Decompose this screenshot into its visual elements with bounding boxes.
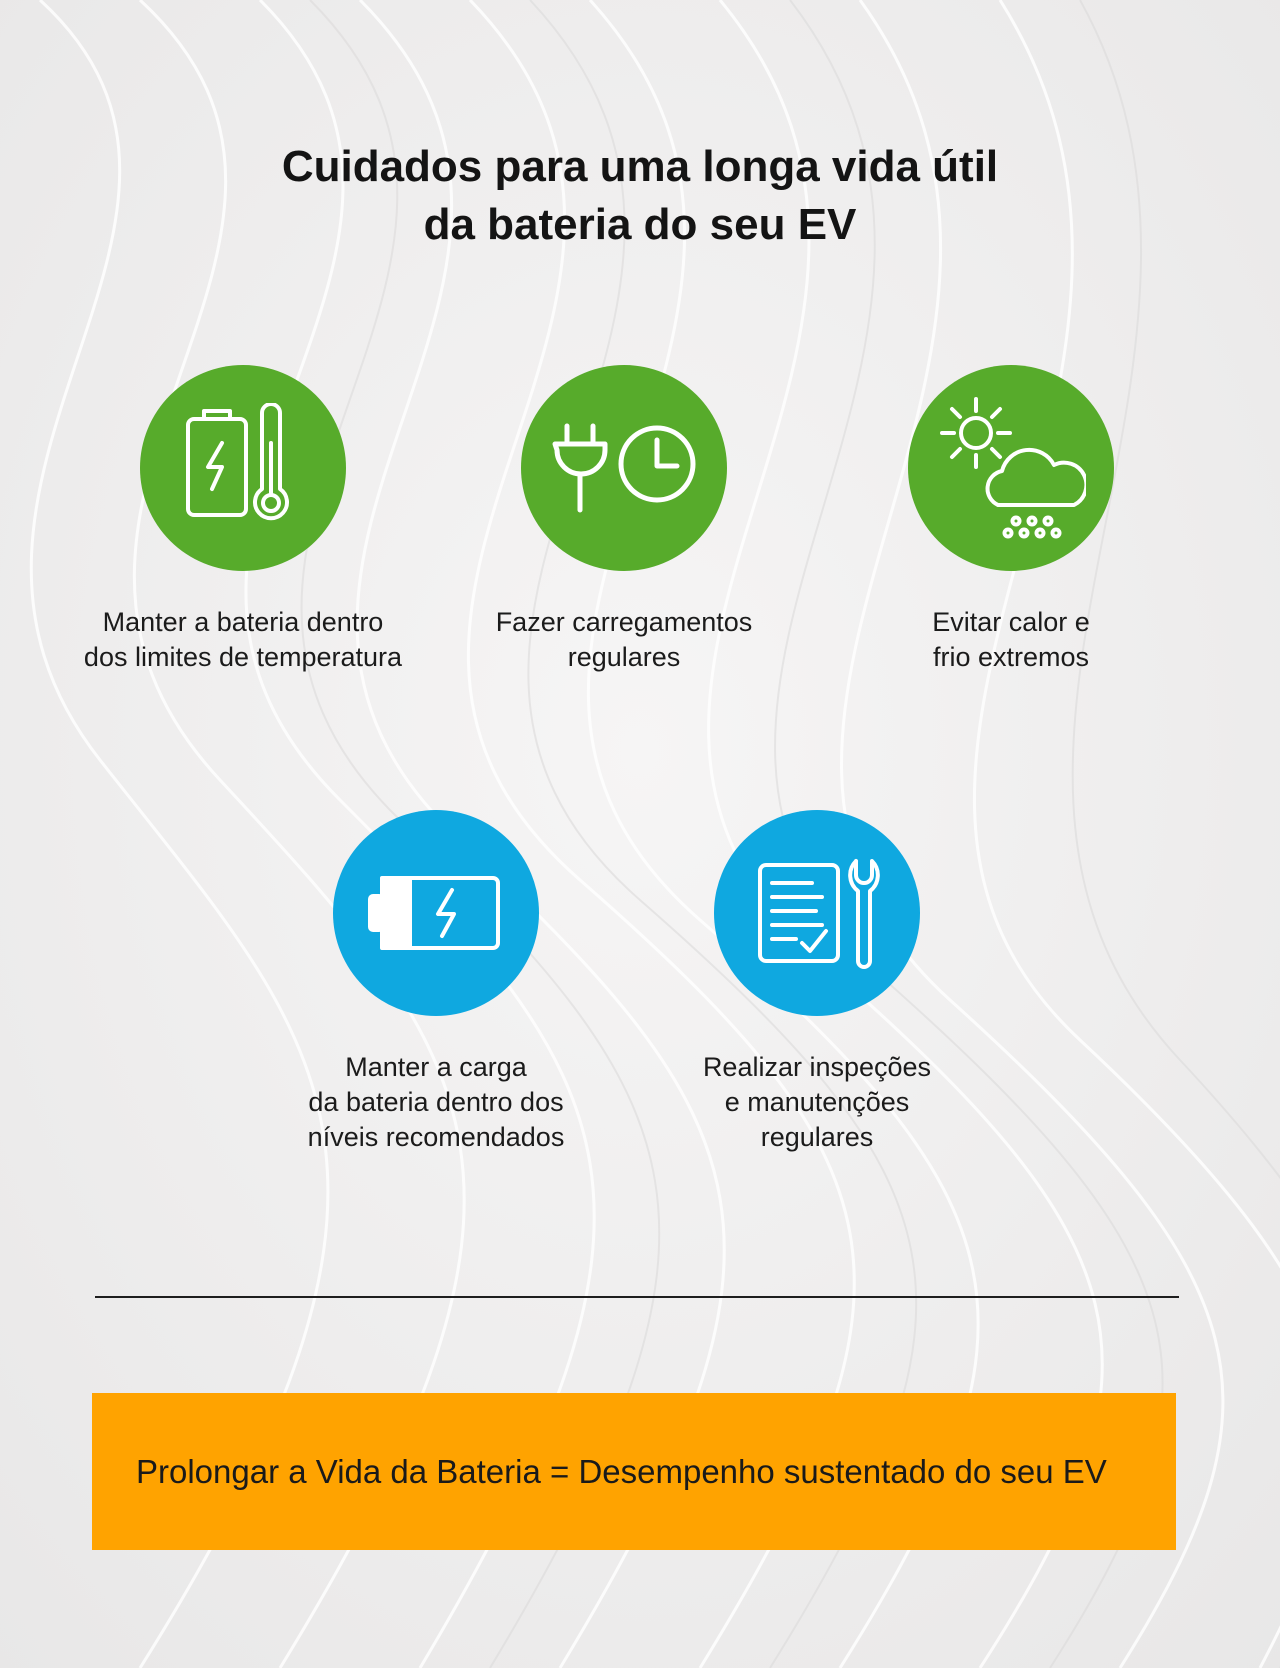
- plug-clock-icon: [549, 418, 699, 518]
- battery-charge-level-icon: [366, 868, 506, 958]
- battery-thermometer-icon: [178, 403, 308, 533]
- summary-banner: [92, 1393, 1176, 1550]
- tip-label: [33, 605, 453, 675]
- tip-label-line: da bateria dentro dos: [308, 1087, 564, 1117]
- tip-inspection: [607, 810, 1027, 1155]
- tip-label: [414, 605, 834, 675]
- tip-label: [607, 1050, 1027, 1155]
- tip-label-line: Manter a carga: [345, 1052, 527, 1082]
- tip-label-line: dos limites de temperatura: [83, 642, 403, 672]
- tip-label: [226, 1050, 646, 1155]
- checklist-wrench-icon: [752, 853, 882, 973]
- tip-label-line: Evitar calor e: [932, 607, 1090, 637]
- tip-label: [801, 605, 1221, 675]
- tip-circle: [333, 810, 539, 1016]
- tip-charging: [414, 365, 834, 675]
- tip-circle: [521, 365, 727, 571]
- summary-banner-text: Prolongar a Vida da Bateria = Desempenho sustentado do seu EV: [136, 1452, 1107, 1490]
- tip-label-line: e manutenções: [724, 1087, 910, 1117]
- tip-label-line: frio extremos: [932, 642, 1090, 672]
- tip-weather: [801, 365, 1221, 675]
- tip-charge-level: [226, 810, 646, 1155]
- tip-label-line: Realizar inspeções: [702, 1052, 932, 1082]
- sun-snow-cloud-icon: [936, 393, 1086, 543]
- page-title-line-1: Cuidados para uma longa vida útil: [281, 142, 999, 191]
- tip-label-line: regulares: [567, 642, 681, 672]
- page-title-line-2: da bateria do seu EV: [423, 200, 857, 249]
- tip-circle: [140, 365, 346, 571]
- divider: [95, 1296, 1179, 1298]
- tip-circle: [714, 810, 920, 1016]
- tip-label-line: Fazer carregamentos: [495, 607, 753, 637]
- tip-circle: [908, 365, 1114, 571]
- tip-temperature: [33, 365, 453, 675]
- tip-label-line: Manter a bateria dentro: [102, 607, 384, 637]
- tip-label-line: regulares: [760, 1122, 874, 1152]
- tip-label-line: níveis recomendados: [307, 1122, 565, 1152]
- page-title: [140, 138, 1140, 254]
